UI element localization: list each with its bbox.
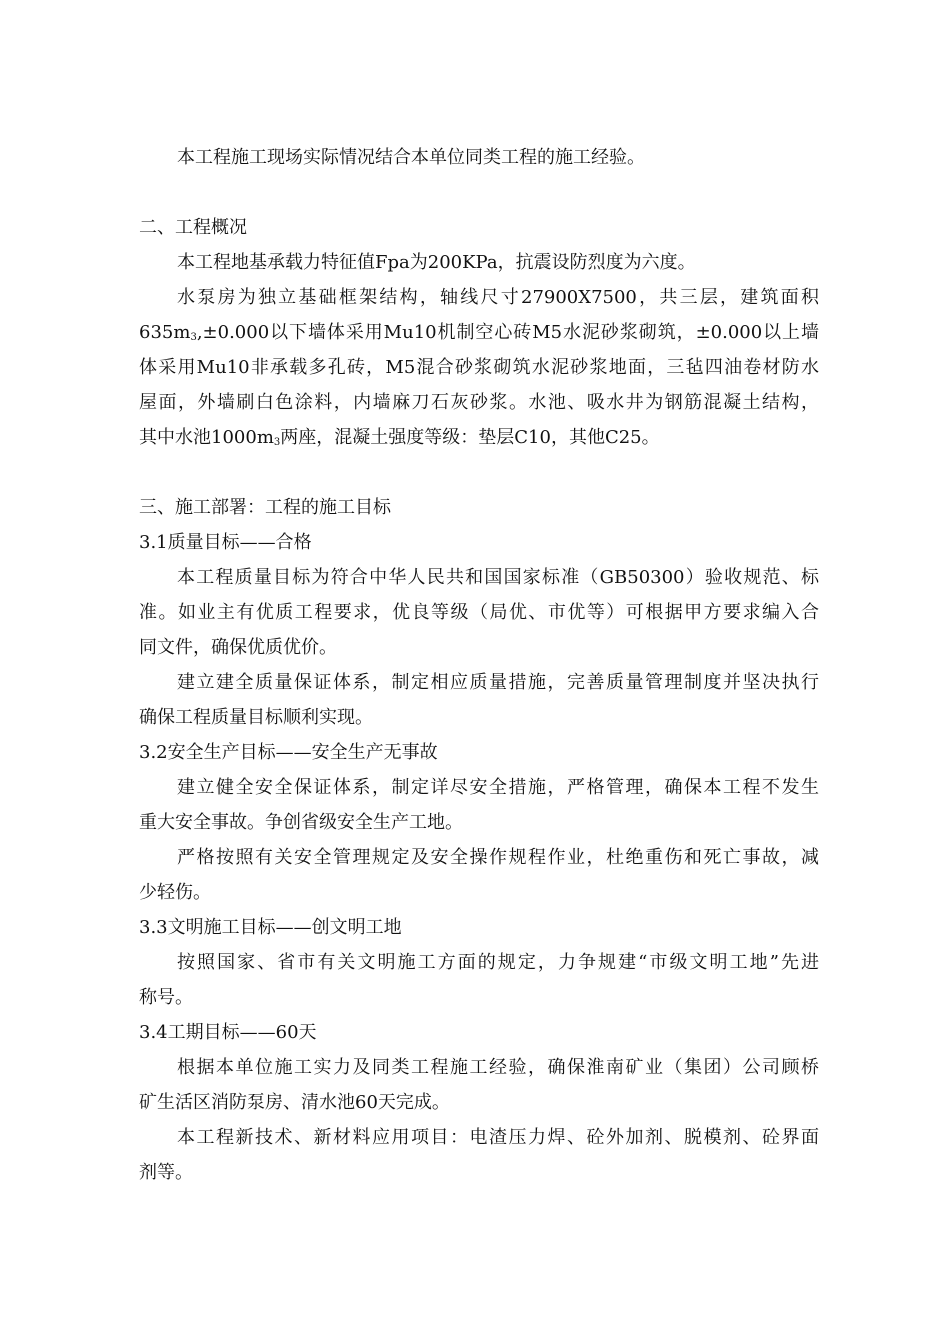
subsection-heading: 3.2安全生产目标——安全生产无事故 xyxy=(139,742,438,763)
paragraph-line: 体采用Mu10非承载多孔砖，M5混合砂浆砌筑水泥砂浆地面，三毡四油卷材防水 xyxy=(139,357,819,378)
paragraph-line: 按照国家、省市有关文明施工方面的规定，力争规建“市级文明工地”先进 xyxy=(177,952,819,973)
paragraph-line: 矿生活区消防泵房、清水池60天完成。 xyxy=(139,1092,450,1113)
paragraph-line: 同文件，确保优质优价。 xyxy=(139,637,337,658)
unit-subscript: 3 xyxy=(273,437,281,448)
paragraph-text: 其中水池1000 xyxy=(139,427,257,448)
unit-text: m xyxy=(173,322,191,343)
paragraph-line: 水泵房为独立基础框架结构，轴线尺寸27900X7500，共三层，建筑面积 xyxy=(177,287,819,308)
paragraph-line: 少轻伤。 xyxy=(139,882,211,903)
subsection-heading: 3.1质量目标——合格 xyxy=(139,532,312,553)
section-heading-3: 三、施工部署：工程的施工目标 xyxy=(139,497,391,518)
paragraph-line: 重大安全事故。争创省级安全生产工地。 xyxy=(139,812,463,833)
paragraph-line: 根据本单位施工实力及同类工程施工经验，确保淮南矿业（集团）公司顾桥 xyxy=(177,1057,819,1078)
paragraph-line: 确保工程质量目标顺利实现。 xyxy=(139,707,373,728)
paragraph-line: 屋面，外墙刷白色涂料，内墙麻刀石灰砂浆。水池、吸水井为钢筋混凝土结构， xyxy=(139,392,819,413)
paragraph-line: 本工程质量目标为符合中华人民共和国国家标准（GB50300）验收规范、标 xyxy=(177,567,819,588)
paragraph-line: 剂等。 xyxy=(139,1162,193,1183)
paragraph-text: ,±0.000以下墙体采用Mu10机制空心砖M5水泥砂浆砌筑，±0.000以上墙 xyxy=(196,322,819,343)
paragraph-line: 严格按照有关安全管理规定及安全操作规程作业，杜绝重伤和死亡事故，减 xyxy=(177,847,819,868)
paragraph-line: 本工程新技术、新材料应用项目：电渣压力焊、砼外加剂、脱模剂、砼界面 xyxy=(177,1127,819,1148)
paragraph-line xyxy=(139,420,819,460)
paragraph-line xyxy=(139,315,819,355)
paragraph-line: 本工程地基承载力特征值Fpa为200KPa，抗震设防烈度为六度。 xyxy=(177,252,696,273)
paragraph-line: 称号。 xyxy=(139,987,193,1008)
intro-paragraph: 本工程施工现场实际情况结合本单位同类工程的施工经验。 xyxy=(177,147,645,168)
subsection-heading: 3.4工期目标——60天 xyxy=(139,1022,317,1043)
paragraph-line: 建立健全安全保证体系，制定详尽安全措施，严格管理，确保本工程不发生 xyxy=(177,777,819,798)
paragraph-line: 建立建全质量保证体系，制定相应质量措施，完善质量管理制度并坚决执行 xyxy=(177,672,819,693)
section-heading-2: 二、工程概况 xyxy=(139,217,247,238)
unit-subscript: 3 xyxy=(190,332,197,343)
subsection-heading: 3.3文明施工目标——创文明工地 xyxy=(139,917,402,938)
area-value: 635 xyxy=(139,322,174,343)
unit-text: m xyxy=(256,427,274,448)
paragraph-text: 两座，混凝土强度等级：垫层C10，其他C25。 xyxy=(280,427,660,448)
paragraph-line: 准。如业主有优质工程要求，优良等级（局优、市优等）可根据甲方要求编入合 xyxy=(139,602,819,623)
